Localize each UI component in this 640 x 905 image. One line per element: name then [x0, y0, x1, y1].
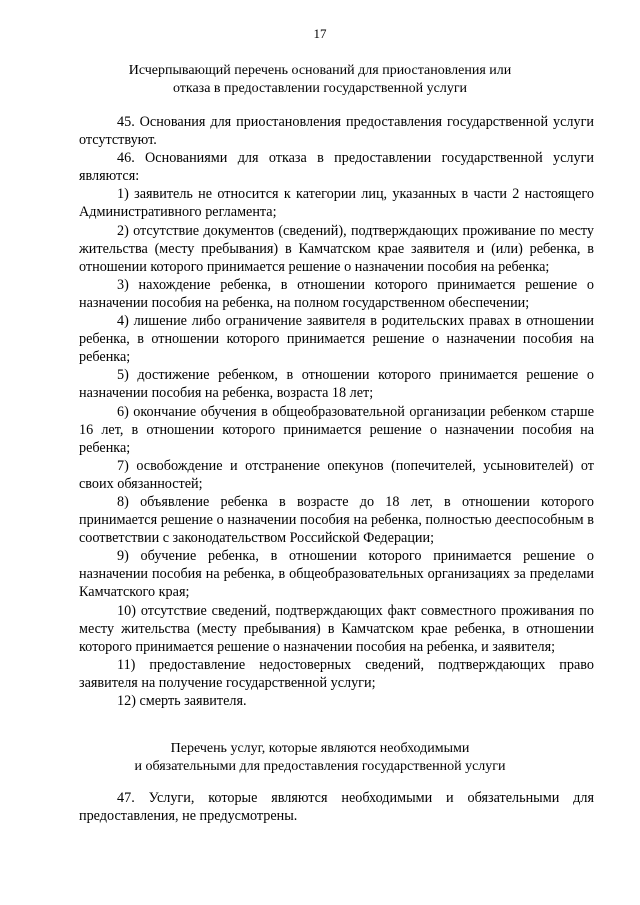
section-heading-line: Перечень услуг, которые являются необходимыми [170, 741, 470, 756]
section-heading-line: и обязательными для предоставления государственной услуги [134, 759, 506, 774]
list-item-11: 11) предоставление недостоверных сведений, подтверждающих право заявителя на получение государственной услуги; [79, 656, 594, 691]
list-item-8: 8) объявление ребенка в возрасте до 18 лет, в отношении которого принимается решение о назначении пособия на ребенка, полностью дееспособным в соответствии с законодательством Российской Федерации; [79, 493, 594, 547]
services-body [79, 789, 594, 825]
list-item-9: 9) обучение ребенка, в отношении которого принимается решение о назначении пособия на ребенка, в общеобразовательных организациях за пределами Камчатского края; [79, 548, 594, 601]
section-heading-services [110, 740, 530, 776]
section-heading-line: отказа в предоставлении государственной услуги [172, 81, 468, 96]
list-item-7: 7) освобождение и отстранение опекунов (попечителей, усыновителей) от своих обязанностей; [79, 457, 594, 492]
list-item-2: 2) отсутствие документов (сведений), подтверждающих проживание по месту жительства (месту пребывания) в Камчатском крае заявителя и (или) ребенка, в отношении которого принимается решение о назначении пособия на ребенка; [79, 222, 594, 275]
list-item-4: 4) лишение либо ограничение заявителя в родительских правах в отношении ребенка, в отношении которого принимается решение о назначении пособия на ребенка; [79, 313, 594, 366]
section-heading-grounds [110, 62, 530, 98]
list-item-10: 10) отсутствие сведений, подтверждающих факт совместного проживания по месту жительства (месту пребывания) в Камчатском крае ребенка, в отношении которого принимается решение о назначении пособия на ребенка, и заявителя; [79, 602, 594, 655]
section-heading-line: Исчерпывающий перечень оснований для приостановления или [128, 63, 512, 78]
list-item-5: 5) достижение ребенком, в отношении которого принимается решение о назначении пособия на ребенка, возраста 18 лет; [79, 367, 594, 402]
list-item-1: 1) заявитель не относится к категории лиц, указанных в части 2 настоящего Административного регламента; [79, 186, 594, 221]
page-number: 17 [313, 26, 327, 41]
paragraph-47: 47. Услуги, которые являются необходимыми и обязательными для предоставления, не предусмотрены. [79, 790, 594, 825]
paragraph-46: 46. Основаниями для отказа в предоставлении государственной услуги являются: [79, 150, 594, 185]
list-item-6: 6) окончание обучения в общеобразовательной организации ребенком старше 16 лет, в отношении которого принимается решение о назначении пособия на ребенка; [79, 403, 594, 456]
list-item-3: 3) нахождение ребенка, в отношении которого принимается решение о назначении пособия на ребенка, на полном государственном обеспечении; [79, 276, 594, 311]
paragraph-45: 45. Основания для приостановления предоставления государственной услуги отсутствуют. [79, 114, 594, 149]
grounds-body [79, 113, 594, 710]
list-item-12: 12) смерть заявителя. [117, 693, 247, 709]
